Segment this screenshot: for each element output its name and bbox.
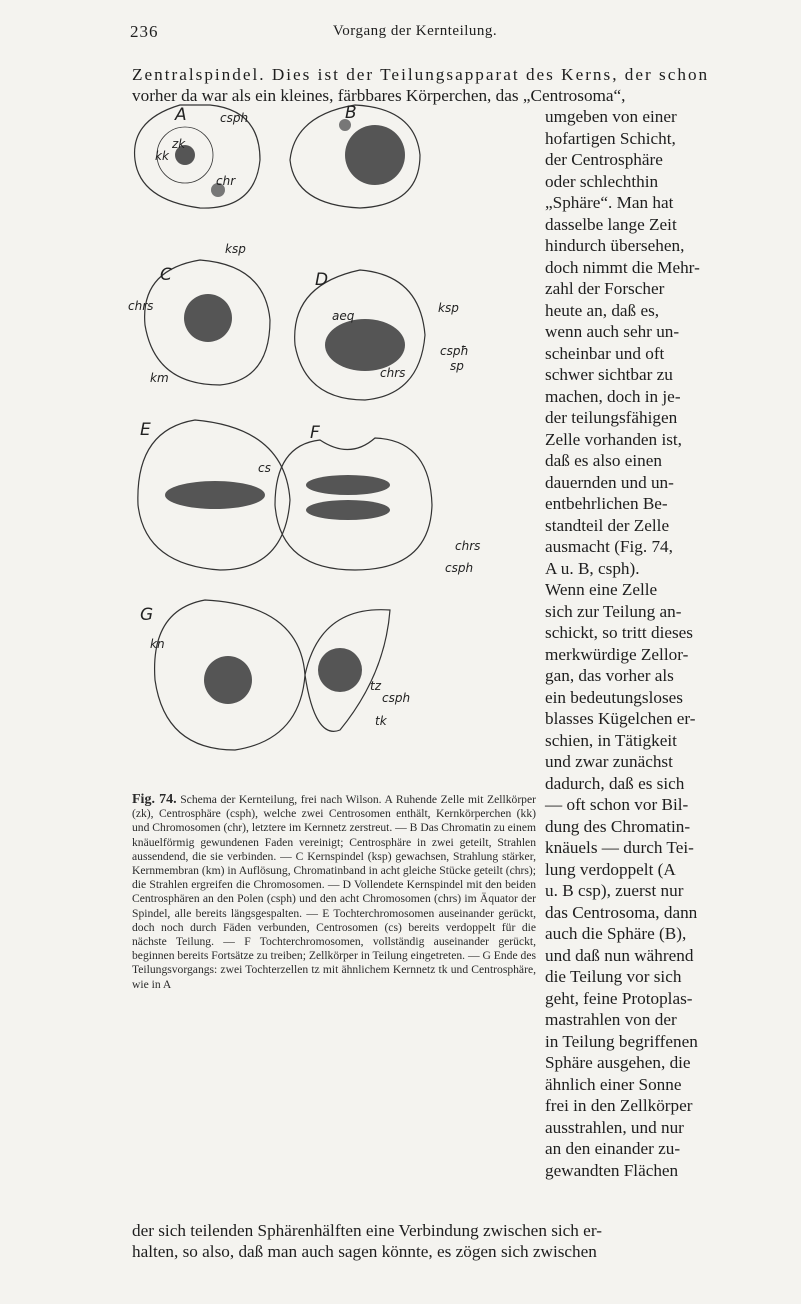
right-column-line: dasselbe lange Zeit bbox=[545, 214, 677, 234]
right-column bbox=[545, 106, 705, 1181]
figure-label-text: cs bbox=[258, 461, 271, 475]
right-column-line: zahl der Forscher bbox=[545, 279, 665, 298]
right-column-line: lung verdoppelt (A bbox=[545, 859, 676, 879]
figure-label: Fig. 74. bbox=[132, 792, 177, 807]
right-column-line: u. B csp), zuerst nur bbox=[545, 881, 684, 900]
right-column-line: blasses Kügelchen er- bbox=[545, 709, 696, 728]
right-column-line: Sphäre ausgehen, die bbox=[545, 1053, 691, 1072]
body-line-2: vorher da war als ein kleines, färbbares Körperchen, das „Centrosoma“, bbox=[132, 86, 626, 105]
right-column-line: der Centrosphäre bbox=[545, 150, 663, 169]
right-column-line: A u. B, csph). bbox=[545, 558, 640, 578]
figure-caption bbox=[132, 793, 536, 992]
figure-label-text: ksp bbox=[225, 242, 246, 256]
figure-label-text: ksp bbox=[438, 301, 459, 315]
right-column-line: schien, in Tätigkeit bbox=[545, 730, 677, 750]
right-column-line: Zelle vorhanden ist, bbox=[545, 429, 682, 449]
right-column-line: scheinbar und oft bbox=[545, 343, 665, 363]
right-column-line: der teilungsfähigen bbox=[545, 408, 678, 427]
right-column-line: schwer sichtbar zu bbox=[545, 365, 673, 384]
page-header bbox=[130, 22, 700, 46]
right-column-line: geht, feine Protoplas- bbox=[545, 988, 693, 1008]
right-column-line: daß es also einen bbox=[545, 451, 662, 470]
figure-label-text: chrs bbox=[128, 299, 154, 313]
right-column-line: knäuels — durch Tei- bbox=[545, 838, 694, 857]
right-column-line: heute an, daß es, bbox=[545, 300, 660, 320]
running-title: Vorgang der Kernteilung. bbox=[332, 23, 498, 39]
figure-label-text: chrs bbox=[380, 366, 406, 380]
body-line-4: halten, so also, daß man auch sagen könnte, es zögen sich zwischen bbox=[132, 1242, 597, 1261]
right-column-line: dadurch, daß es sich bbox=[545, 773, 685, 793]
right-column-line: frei in den Zellkörper bbox=[545, 1096, 693, 1115]
page-number: 236 bbox=[130, 22, 159, 41]
right-column-line: umgeben von einer bbox=[545, 107, 677, 126]
right-column-line: mastrahlen von der bbox=[545, 1010, 677, 1029]
right-column-line: entbehrlichen Be- bbox=[545, 494, 668, 513]
panel-letter-e: E bbox=[140, 420, 151, 440]
figure-label-text: km bbox=[150, 371, 169, 385]
right-column-line: standteil der Zelle bbox=[545, 515, 670, 535]
right-column-line: dung des Chromatin- bbox=[545, 816, 691, 836]
right-column-line: Wenn eine Zelle bbox=[545, 580, 658, 599]
right-column-line: ähnlich einer Sonne bbox=[545, 1074, 682, 1094]
right-column-line: hofartigen Schicht, bbox=[545, 128, 676, 148]
right-column-line: gan, das vorher als bbox=[545, 666, 674, 685]
right-column-line: dauernden und un- bbox=[545, 472, 674, 492]
figure-label-text: tz bbox=[370, 679, 382, 693]
figure-label-text: tk bbox=[375, 714, 387, 728]
right-column-line: merkwürdige Zellor- bbox=[545, 644, 689, 664]
right-column-line: auch die Sphäre (B), bbox=[545, 924, 687, 943]
figure-label-text: csph bbox=[382, 691, 411, 705]
figure-label-text: cspħ bbox=[440, 344, 469, 358]
body-line-3: der sich teilenden Sphärenhälften eine Verbindung zwischen sich er- bbox=[132, 1221, 602, 1240]
figure-label-text: csph bbox=[220, 111, 249, 125]
figure-label-text: kn bbox=[150, 637, 165, 651]
figure-label-text: kk bbox=[155, 149, 169, 163]
right-column-line: ausmacht (Fig. 74, bbox=[545, 537, 673, 556]
right-column-line: die Teilung vor sich bbox=[545, 967, 682, 986]
right-column-line: und daß nun während bbox=[545, 945, 694, 965]
panel-letter-d: D bbox=[315, 270, 329, 290]
right-column-line: — oft schon vor Bil- bbox=[545, 795, 689, 814]
figure-label-text: chrs bbox=[455, 539, 481, 553]
figure-label-text: aeq bbox=[332, 309, 355, 323]
figure-label-text: csph bbox=[445, 561, 474, 575]
right-column-line: wenn auch sehr un- bbox=[545, 322, 680, 341]
caption-text: Schema der Kernteilung, frei nach Wilson. A Ruhende Zelle mit Zellkörper (zk), Centrosphäre (csph), welche zwei Centrosomen enthält, Kernkörperchen (kk) und Chromosomen (chr), letztere im Kernnetz zerstreut. — B Das Chromatin zu einem knäuelförmig gewundenen Faden vereinigt; Centrosphäre in zwei geteilt, Strahlen aussendend, die sie verbinden. — C Kernspindel (ksp) gewachsen, Strahlung stärker, Kernmembran (km) in Auflösung, Chromatinband in acht gleiche Stücke geteilt (chrs); die Strahlen ergreifen die Chromosomen. — D Vollendete Kernspindel mit den beiden Centrosphären an den Polen (csph) und den acht Chromosomen (chrs) im Äquator der Spindel, alle bereits längsgespalten. — E Tochterchromosomen auseinander gerückt, doch noch durch Fäden verbunden, Centrosomen (cs) bereits verdoppelt für die nächste Teilung. — F Tochterchromosomen, vollständig auseinander gerückt, beginnen bereits Fortsätze zu treiben; Zellkörper in Teilung eingetreten. — G Ende des Teilungsvorgangs: zwei Tochterzellen tz mit ähnlichem Kernnetz tk und Centrosphäre, wie in A bbox=[132, 793, 536, 991]
right-column-line: hindurch übersehen, bbox=[545, 236, 685, 255]
panel-letter-a: A bbox=[175, 105, 187, 125]
right-column-line: machen, doch in je- bbox=[545, 386, 681, 406]
right-column-line: das Centrosoma, dann bbox=[545, 902, 698, 922]
right-column-line: ausstrahlen, und nur bbox=[545, 1117, 684, 1137]
right-column-line: ein bedeutungsloses bbox=[545, 687, 683, 707]
figure-label-text: zk bbox=[172, 137, 186, 151]
right-column-line: und zwar zunächst bbox=[545, 752, 673, 771]
right-column-line: doch nimmt die Mehr- bbox=[545, 257, 700, 277]
right-column-line: oder schlechthin bbox=[545, 171, 659, 191]
figure-74 bbox=[120, 100, 535, 790]
right-column-line: gewandten Flächen bbox=[545, 1160, 679, 1180]
panel-letter-g: G bbox=[140, 605, 154, 625]
body-line-1: Zentralspindel. Dies ist der Teilungsapparat des Kerns, der schon bbox=[132, 65, 710, 84]
right-column-line: „Sphäre“. Man hat bbox=[545, 193, 674, 212]
panel-letter-f: F bbox=[310, 423, 320, 443]
right-column-line: an den einander zu- bbox=[545, 1139, 681, 1158]
right-column-line: in Teilung begriffenen bbox=[545, 1031, 698, 1051]
panel-letter-b: B bbox=[345, 103, 357, 123]
right-column-line: schickt, so tritt dieses bbox=[545, 623, 693, 642]
right-column-line: sich zur Teilung an- bbox=[545, 601, 682, 621]
figure-label-text: sp bbox=[450, 359, 464, 373]
figure-label-text: chr bbox=[216, 174, 236, 188]
panel-letter-c: C bbox=[160, 265, 172, 285]
